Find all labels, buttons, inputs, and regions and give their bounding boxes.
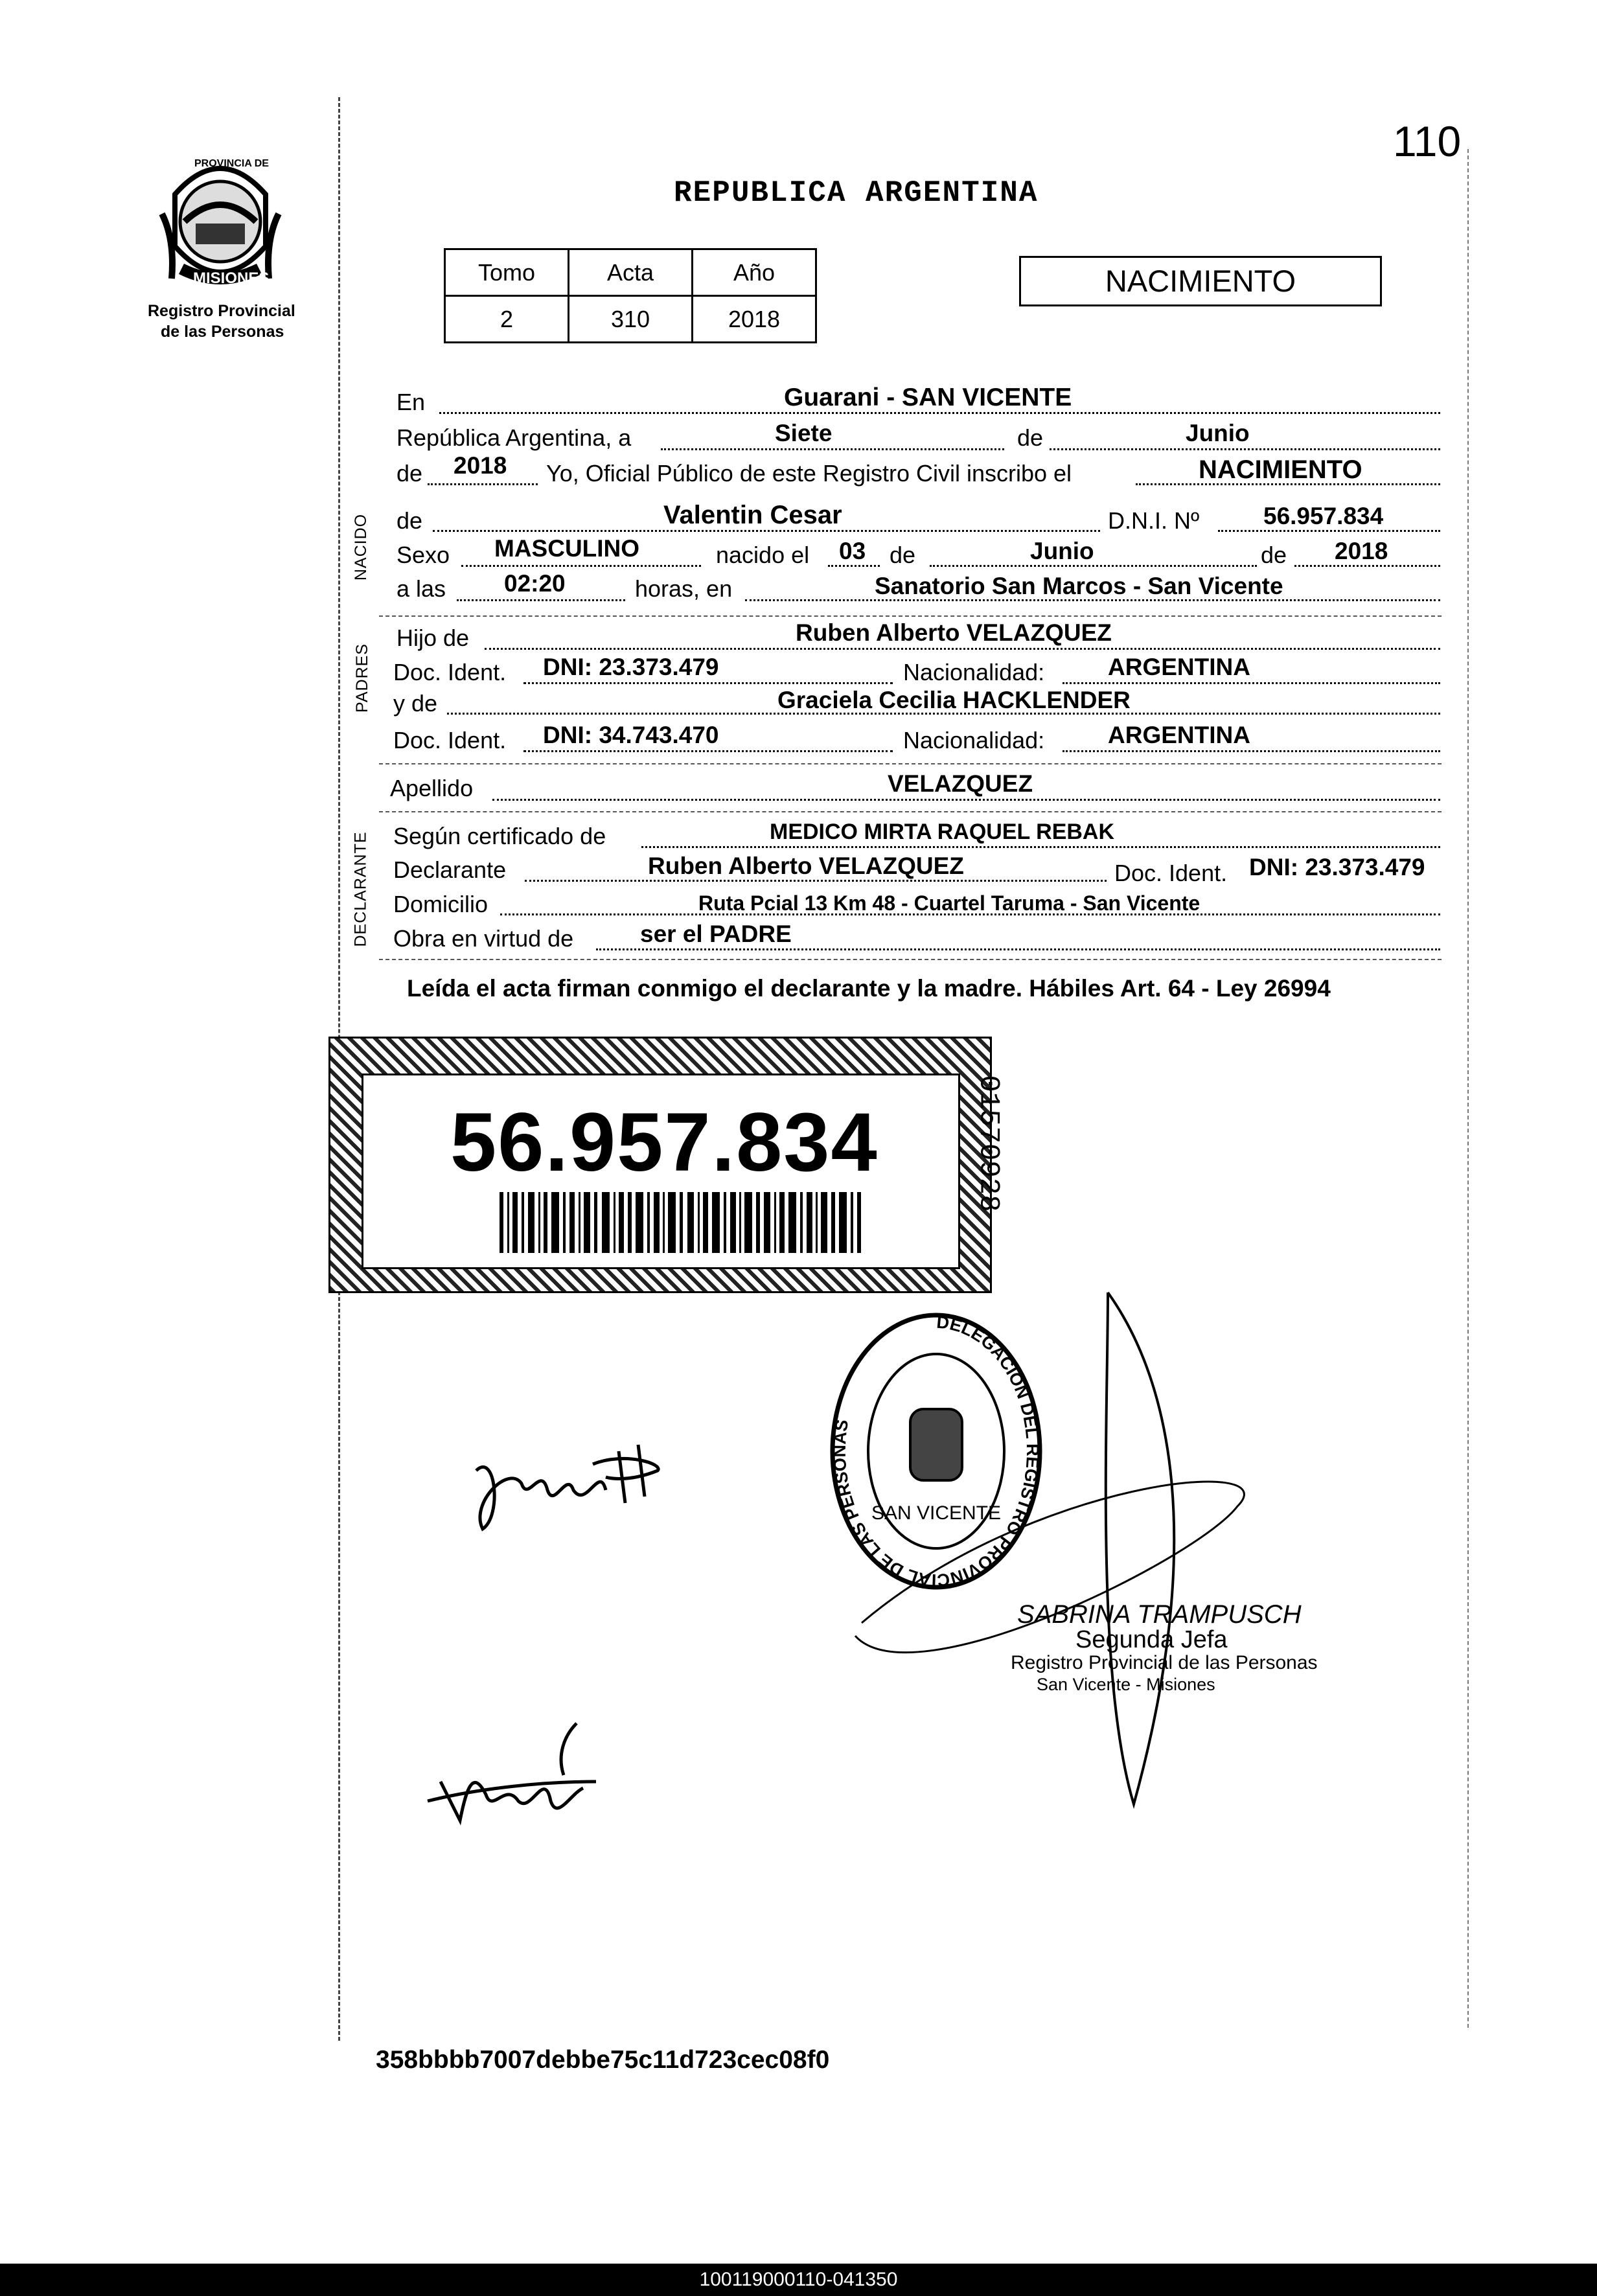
acta-value-row — [445, 296, 816, 343]
doc-type: NACIMIENTO — [1105, 264, 1296, 298]
stamp-line-1: SABRINA TRAMPUSCH — [1017, 1600, 1302, 1629]
value-sexo: MASCULINO — [494, 535, 640, 562]
value-dni: 56.957.834 — [1263, 503, 1384, 529]
acta-header-anio: Año — [693, 249, 816, 296]
label-de: de — [1017, 424, 1044, 451]
label-republica: República Argentina, a — [396, 424, 632, 451]
value-declarante-doc: DNI: 23.373.479 — [1249, 854, 1425, 880]
value-nombre: Valentin Cesar — [663, 501, 842, 529]
value-hora: 02:20 — [504, 570, 566, 597]
label-doc-ident-madre: Doc. Ident. — [393, 727, 507, 753]
value-apellido: VELAZQUEZ — [888, 770, 1033, 797]
value-dia-nac: 03 — [839, 538, 866, 564]
acta-value-acta: 310 — [569, 296, 693, 343]
label-de-anio: de — [396, 460, 423, 487]
dots — [428, 483, 538, 485]
dots — [661, 448, 1004, 450]
label-de2: de — [1261, 542, 1287, 568]
value-certificado: MEDICO MIRTA RAQUEL REBAK — [770, 820, 1115, 844]
label-de-nombre: de — [396, 507, 423, 534]
sticker-number: 56.957.834 — [450, 1096, 879, 1189]
rule — [379, 811, 1442, 812]
acta-table — [444, 248, 817, 343]
value-padre-doc: DNI: 23.373.479 — [543, 654, 719, 680]
value-dia-letras: Siete — [775, 420, 833, 446]
label-sexo: Sexo — [396, 542, 450, 568]
value-anio-nac: 2018 — [1335, 538, 1388, 564]
document-hash: 358bbbb7007debbe75c11d723cec08f0 — [376, 2046, 830, 2074]
value-domicilio: Ruta Pcial 13 Km 48 - Cuartel Taruma - San Vicente — [698, 891, 1201, 915]
seal-center-text: SAN VICENTE — [871, 1502, 1002, 1524]
acta-header-acta: Acta — [569, 249, 693, 296]
dots — [1063, 682, 1440, 684]
seal-ring-text: DELEGACION DEL REGISTRO PROVINCIAL DE LAS PERSONAS — [829, 1312, 1043, 1590]
value-obra: ser el PADRE — [640, 921, 792, 947]
acta-header-row — [445, 249, 816, 296]
label-y-de: y de — [393, 690, 438, 717]
sticker-serial: 01570928 — [972, 1075, 1005, 1212]
label-de-mes: de — [890, 542, 916, 568]
label-apellido: Apellido — [390, 775, 474, 801]
dots — [930, 565, 1257, 567]
footer-bar — [0, 2264, 1597, 2296]
dots — [457, 599, 625, 601]
rule — [379, 959, 1442, 960]
value-declarante: Ruben Alberto VELAZQUEZ — [648, 853, 964, 879]
label-domicilio: Domicilio — [393, 891, 488, 917]
rule — [379, 763, 1442, 764]
mother-signature — [415, 1710, 609, 1840]
label-segun: Según certificado de — [393, 823, 606, 849]
dots — [828, 565, 880, 567]
rule — [379, 615, 1442, 617]
page-title: REPUBLICA ARGENTINA — [674, 176, 1039, 210]
official-signature — [836, 1286, 1328, 1817]
logo-text-bottom: MISIONES — [193, 270, 270, 287]
side-label-declarante: DECLARANTE — [351, 831, 370, 947]
label-hijo: Hijo de — [396, 625, 470, 651]
acta-value-tomo: 2 — [445, 296, 569, 343]
stamp-line-3: Registro Provincial de las Personas — [1011, 1652, 1318, 1673]
doc-type-box — [1019, 256, 1382, 306]
dots — [433, 530, 1100, 532]
right-margin-line — [1467, 149, 1469, 2028]
acta-header-tomo: Tomo — [445, 249, 569, 296]
dots — [641, 846, 1440, 848]
dots — [523, 682, 893, 684]
value-madre: Graciela Cecilia HACKLENDER — [777, 687, 1131, 713]
dots — [523, 750, 893, 752]
logo-text-top: PROVINCIA DE — [194, 158, 269, 169]
dots — [1050, 448, 1440, 450]
dots — [1294, 565, 1440, 567]
acta-value-anio: 2018 — [693, 296, 816, 343]
value-anio: 2018 — [454, 452, 507, 479]
dots — [1218, 530, 1440, 532]
label-declarante: Declarante — [393, 856, 507, 883]
dots — [492, 799, 1440, 801]
value-padre: Ruben Alberto VELAZQUEZ — [796, 619, 1112, 646]
value-acto: NACIMIENTO — [1199, 455, 1362, 484]
value-madre-doc: DNI: 34.743.470 — [543, 722, 719, 748]
dots — [596, 948, 1440, 950]
page-number: 110 — [1393, 117, 1462, 165]
province-logo — [155, 149, 285, 298]
label-en: En — [396, 389, 426, 415]
value-madre-nac: ARGENTINA — [1108, 722, 1250, 748]
label-yo: Yo, Oficial Público de este Registro Civil inscribo el — [546, 460, 1072, 487]
stamp-line-2: Segunda Jefa — [1075, 1626, 1228, 1653]
sticker-panel — [362, 1073, 960, 1269]
side-label-padres: PADRES — [352, 643, 371, 713]
dots — [1063, 750, 1440, 752]
label-obra: Obra en virtud de — [393, 925, 574, 952]
side-label-nacido: NACIDO — [352, 513, 371, 581]
dni-sticker — [328, 1037, 992, 1293]
label-horas: horas, en — [635, 575, 733, 602]
closing-note: Leída el acta firman conmigo el declarante y la madre. Hábiles Art. 64 - Ley 26994 — [407, 975, 1331, 1002]
value-padre-nac: ARGENTINA — [1108, 654, 1250, 680]
dots — [485, 648, 1440, 650]
label-nacionalidad-madre: Nacionalidad: — [903, 727, 1045, 753]
label-nacionalidad-padre: Nacionalidad: — [903, 659, 1045, 685]
value-lugar-nac: Sanatorio San Marcos - San Vicente — [875, 573, 1283, 599]
value-mes-nac: Junio — [1030, 538, 1094, 564]
footer-code: 100119000110-041350 — [699, 2269, 898, 2290]
logo-caption-1: Registro Provincial — [148, 302, 295, 320]
label-dni: D.N.I. Nº — [1108, 507, 1200, 534]
label-a-las: a las — [396, 575, 446, 602]
logo-caption-2: de las Personas — [161, 323, 284, 341]
value-mes: Junio — [1186, 420, 1250, 446]
declarant-signature — [457, 1425, 671, 1535]
dots — [525, 880, 1107, 882]
label-doc-ident-padre: Doc. Ident. — [393, 659, 507, 685]
dots — [439, 412, 1440, 414]
stamp-line-4: San Vicente - Misiones — [1037, 1675, 1215, 1694]
value-lugar: Guarani - SAN VICENTE — [784, 384, 1072, 411]
label-doc-ident-declarante: Doc. Ident. — [1114, 860, 1228, 886]
dots — [461, 565, 701, 567]
sticker-barcode — [500, 1192, 862, 1253]
label-nacido-el: nacido el — [716, 542, 810, 568]
